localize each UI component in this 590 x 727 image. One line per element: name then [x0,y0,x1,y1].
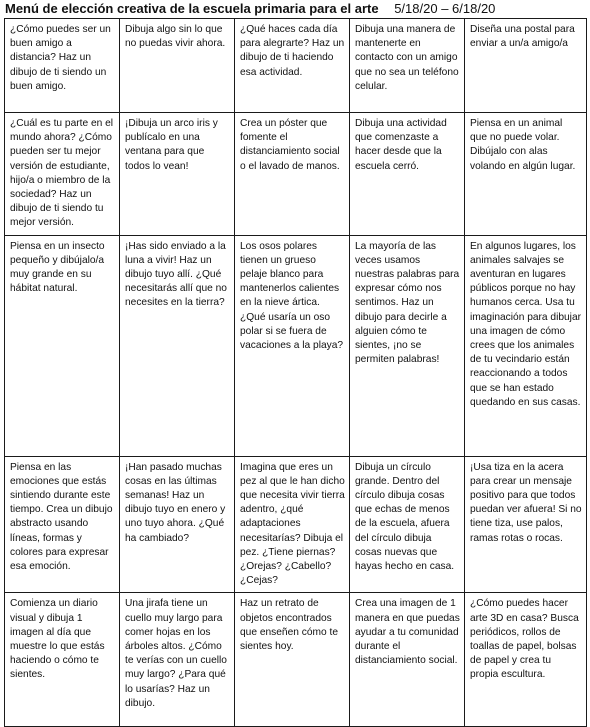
activity-cell: ¿Qué haces cada día para alegrarte? Haz un dibujo de ti haciendo esa actividad. [235,19,350,113]
activity-cell: Piensa en un insecto pequeño y dibújalo/a muy grande en su hábitat natural. [5,235,120,456]
activity-cell: Diseña una postal para enviar a un/a amigo/a [465,19,587,113]
grid-row-4 [5,456,587,593]
activity-cell: Haz un retrato de objetos encontrados que enseñen cómo te sientes hoy. [235,593,350,727]
grid-row-1 [5,19,587,113]
grid-row-3 [5,235,587,456]
activity-cell: ¿Cómo puedes ser un buen amigo a distancia? Haz un dibujo de ti siendo un buen amigo. [5,19,120,113]
activity-cell: ¡Dibuja un arco iris y publícalo en una ventana para que todos lo vean! [120,113,235,236]
activity-cell: Dibuja una manera de mantenerte en contacto con un amigo que no sea un teléfono celular. [350,19,465,113]
activity-cell: Comienza un diario visual y dibuja 1 imagen al día que muestre lo que estás haciendo o cómo te sientes. [5,593,120,727]
activity-cell: ¡Has sido enviado a la luna a vivir! Haz un dibujo tuyo allí. ¿Qué necesitarás allí que no necesites en la tierra? [120,235,235,456]
activity-cell: En algunos lugares, los animales salvajes se aventuran en lugares públicos porque no hay humanos cerca. Usa tu imaginación para dibujar una imagen de cómo crees que los animales de tu vecindario están reaccionando a todos que se han estado quedando en sus casas. [465,235,587,456]
activity-cell: Una jirafa tiene un cuello muy largo para comer hojas en los árboles altos. ¿Cómo te verías con un cuello muy largo? ¿Para qué lo usarías? Haz un dibujo. [120,593,235,727]
grid-row-2 [5,113,587,236]
activity-cell: Crea un póster que fomente el distanciamiento social o el lavado de manos. [235,113,350,236]
grid-row-5 [5,593,587,727]
activity-cell: Dibuja un círculo grande. Dentro del círculo dibuja cosas que echas de menos de la escuela, afuera del círculo dibuja cosas nuevas que hayas hecho en casa. [350,456,465,593]
activity-cell: Piensa en las emociones que estás sintiendo durante este tiempo. Crea un dibujo abstracto usando líneas, formas y colores para expresar esa emoción. [5,456,120,593]
choice-menu-grid [4,18,587,727]
activity-cell: ¿Cómo puedes hacer arte 3D en casa? Busca periódicos, rollos de toallas de papel, bolsas de papel y crea tu propia escultura. [465,593,587,727]
activity-cell: Crea una imagen de 1 manera en que puedas ayudar a tu comunidad durante el distanciamiento social. [350,593,465,727]
date-range: 5/18/20 – 6/18/20 [394,1,496,16]
activity-cell: Piensa en un animal que no puede volar. Dibújalo con alas volando en algún lugar. [465,113,587,236]
page-title [5,0,495,18]
activity-cell: Los osos polares tienen un grueso pelaje blanco para mantenerlos calientes en la nieve ártica. ¿Qué usaría un oso polar si se fuera de vacaciones a la playa? [235,235,350,456]
activity-cell: ¡Han pasado muchas cosas en las últimas semanas! Haz un dibujo tuyo en enero y uno tuyo ahora. ¿Qué ha cambiado? [120,456,235,593]
activity-cell: La mayoría de las veces usamos nuestras palabras para expresar cómo nos sentimos. Haz un dibujo para decirle a alguien cómo te sientes, ¡no se permiten palabras! [350,235,465,456]
activity-cell: Dibuja algo sin lo que no puedas vivir ahora. [120,19,235,113]
activity-cell: ¿Cuál es tu parte en el mundo ahora? ¿Cómo pueden ser tu mejor versión de estudiante, hijo/a o miembro de la sociedad? Haz un dibujo de ti siendo tu mejor versión. [5,113,120,236]
activity-cell: Dibuja una actividad que comenzaste a hacer desde que la escuela cerró. [350,113,465,236]
menu-title: Menú de elección creativa de la escuela primaria para el arte [5,1,379,16]
activity-cell: ¡Usa tiza en la acera para crear un mensaje positivo para que todos puedan ver afuera! Si no tiene tiza, use palos, ramas rotas o rocas. [465,456,587,593]
activity-cell: Imagina que eres un pez al que le han dicho que necesita vivir tierra adentro, ¿qué adaptaciones necesitarías? Dibuja el pez. ¿Tiene piernas? ¿Orejas? ¿Cabello? ¿Cejas? [235,456,350,593]
